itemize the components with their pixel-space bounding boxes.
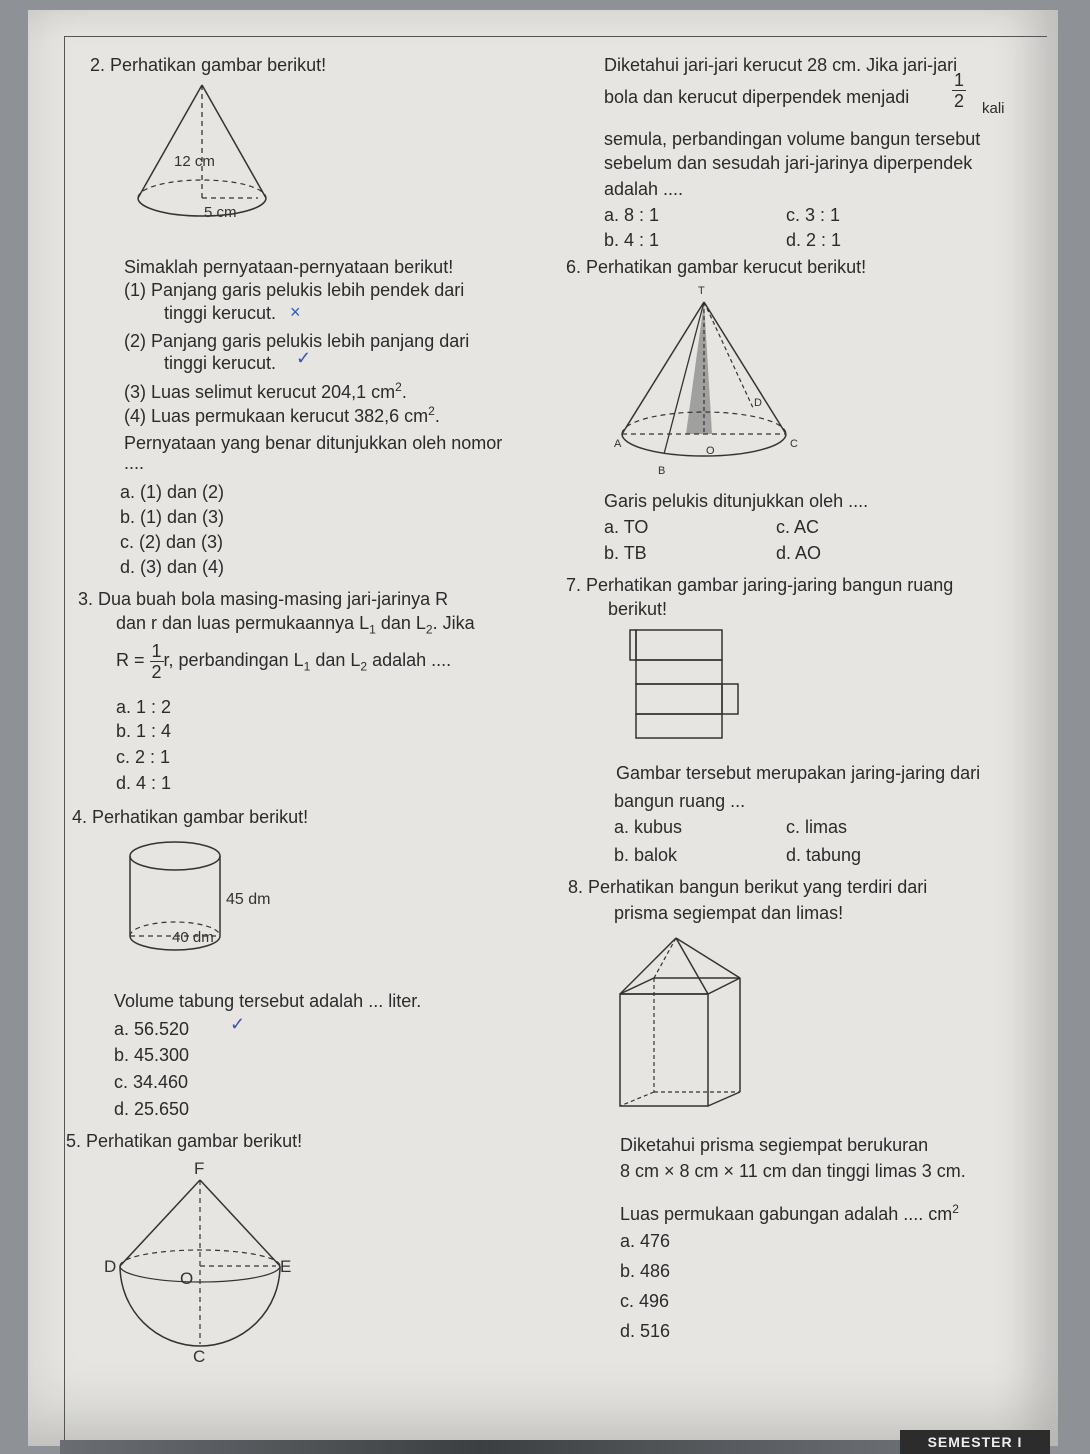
- q2-statement-2: (2) Panjang garis pelukis lebih panjang dari: [124, 331, 470, 351]
- q2-statement-1b: tinggi kerucut.: [164, 303, 277, 323]
- q7-option-d: d. tabung: [786, 845, 862, 865]
- net-side-left: [630, 630, 636, 660]
- q2-intro: Simaklah pernyataan-pernyataan berikut!: [124, 257, 454, 277]
- q6-option-d: d. AO: [776, 543, 822, 563]
- label-O: O: [180, 1269, 194, 1288]
- prism-hidden-diag: [620, 1092, 654, 1106]
- q8-line2: 8 cm × 8 cm × 11 cm dan tinggi limas 3 cm.: [620, 1161, 966, 1181]
- net-face-top: [636, 630, 722, 660]
- q4-cylinder-figure: [130, 838, 290, 978]
- q7-option-a: a. kubus: [614, 817, 683, 837]
- prism-top-face: [620, 978, 740, 994]
- q5-cone-left: [120, 1180, 200, 1266]
- q3-option-b: b. 1 : 4: [116, 721, 172, 741]
- q8-title: 8. Perhatikan bangun berikut yang terdiri dari: [568, 877, 928, 897]
- q7-net-figure: [630, 628, 750, 744]
- q2cont-kali: kali: [982, 100, 1005, 117]
- q8-line1: Diketahui prisma segiempat berukuran: [620, 1135, 929, 1155]
- label-E: E: [280, 1257, 292, 1276]
- q2cont-line5: adalah ....: [604, 179, 684, 199]
- q4-option-d: d. 25.650: [114, 1099, 190, 1119]
- bottom-strip: [60, 1440, 900, 1454]
- q5-cone-hemisphere-figure: [100, 1158, 300, 1368]
- q6-slant-TC: [704, 302, 786, 434]
- q7-option-c: c. limas: [786, 817, 848, 837]
- q2-option-a: a. (1) dan (2): [120, 482, 225, 502]
- q7-title: 7. Perhatikan gambar jaring-jaring bangun ruang: [566, 575, 954, 595]
- label-T: T: [698, 285, 705, 297]
- label-D: D: [104, 1257, 117, 1276]
- check-mark-icon: ✓: [296, 348, 312, 368]
- cylinder-height-label: 45 dm: [226, 891, 271, 908]
- pyr-edge-2: [676, 938, 708, 994]
- label-B: B: [658, 465, 666, 477]
- cone-height-label: 12 cm: [174, 153, 215, 170]
- label-F: F: [194, 1159, 205, 1178]
- q3-title: 3. Dua buah bola masing-masing jari-jarinya R: [78, 589, 449, 609]
- q8-prism-pyramid-figure: [620, 934, 750, 1114]
- q6-cone-figure: [614, 282, 814, 482]
- net-face-2: [636, 660, 722, 684]
- q8-option-a: a. 476: [620, 1231, 671, 1251]
- q3-option-d: d. 4 : 1: [116, 773, 172, 793]
- q8-option-d: d. 516: [620, 1321, 671, 1341]
- q6-base-front: [622, 434, 786, 456]
- cylinder-diameter-label: 40 dm: [172, 929, 214, 946]
- q4-option-b: b. 45.300: [114, 1045, 190, 1065]
- pyr-edge-1: [620, 938, 676, 994]
- q3-option-c: c. 2 : 1: [116, 747, 171, 767]
- q2-option-c: c. (2) dan (3): [120, 532, 224, 552]
- cone-radius-label: 5 cm: [204, 204, 237, 221]
- q7-question2: bangun ruang ...: [614, 791, 746, 811]
- q6-title: 6. Perhatikan gambar kerucut berikut!: [566, 257, 867, 277]
- semester-badge: SEMESTER I: [900, 1430, 1050, 1454]
- q2-question: Pernyataan yang benar ditunjukkan oleh nomor: [124, 433, 503, 453]
- q2cont-option-d: d. 2 : 1: [786, 230, 842, 250]
- q6-question: Garis pelukis ditunjukkan oleh ....: [604, 491, 869, 511]
- q2-cone-figure: [130, 80, 290, 230]
- q2cont-option-b: b. 4 : 1: [604, 230, 660, 250]
- label-O: O: [706, 445, 715, 457]
- q2-option-b: b. (1) dan (3): [120, 507, 225, 527]
- prism-front-face: [620, 994, 708, 1106]
- cone-base-front: [138, 198, 266, 216]
- q7-option-b: b. balok: [614, 845, 678, 865]
- cross-mark-icon: ×: [290, 302, 301, 322]
- q2-dots: ....: [124, 453, 145, 473]
- q6-option-b: b. TB: [604, 543, 647, 563]
- q2cont-line2: bola dan kerucut diperpendek menjadi: [604, 87, 910, 107]
- q8-title2: prisma segiempat dan limas!: [614, 903, 844, 923]
- q4-title: 4. Perhatikan gambar berikut!: [72, 807, 309, 827]
- label-A: A: [614, 438, 622, 450]
- q4-option-a: a. 56.520: [114, 1019, 190, 1039]
- q8-line3: Luas permukaan gabungan adalah .... $cm^2$: [620, 1202, 959, 1224]
- q6-option-a: a. TO: [604, 517, 649, 537]
- q2cont-fraction: $\frac{1}{2}$: [954, 70, 965, 111]
- cone-slant-left: [138, 85, 202, 198]
- q5-title: 5. Perhatikan gambar berikut!: [66, 1131, 303, 1151]
- q7-title2: berikut!: [608, 599, 668, 619]
- q8-option-b: b. 486: [620, 1261, 671, 1281]
- q2-statement-2b: tinggi kerucut.: [164, 353, 277, 373]
- pyr-edge-4: [654, 938, 676, 978]
- q6-option-c: c. AC: [776, 517, 820, 537]
- q3-fraction: $\frac{1}{2}$: [151, 640, 162, 682]
- net-face-4: [636, 714, 722, 738]
- q2-statement-3: (3) Luas selimut kerucut 204,1 $cm^2$.: [124, 380, 407, 402]
- pyr-edge-3: [676, 938, 740, 978]
- q2-title: 2. Perhatikan gambar berikut!: [90, 55, 327, 75]
- label-C: C: [790, 438, 798, 450]
- q2cont-option-a: a. 8 : 1: [604, 205, 660, 225]
- q5-cone-right: [200, 1180, 280, 1266]
- label-D: D: [754, 397, 762, 409]
- q4-question: Volume tabung tersebut adalah ... liter.: [114, 991, 422, 1011]
- q2cont-option-c: c. 3 : 1: [786, 205, 841, 225]
- net-side-right: [722, 684, 738, 714]
- q4-option-c: c. 34.460: [114, 1072, 189, 1092]
- q2-statement-4: (4) Luas permukaan kerucut 382,6 $cm^2$.: [124, 404, 440, 426]
- q8-option-c: c. 496: [620, 1291, 670, 1311]
- q3-line2: dan r dan luas permukaannya $L_1$ dan $L_2$. Jika: [116, 613, 475, 637]
- q3-line3: R = $\frac{1}{2}$ r, perbandingan $L_1$ dan $L_2$ adalah ....: [116, 640, 452, 682]
- check-mark-icon: ✓: [230, 1014, 246, 1034]
- q2cont-line4: sebelum dan sesudah jari-jarinya diperpendek: [604, 153, 973, 173]
- cone-slant-right: [202, 85, 266, 198]
- cylinder-top: [130, 842, 220, 870]
- net-face-3: [636, 684, 722, 714]
- q2cont-line1: Diketahui jari-jari kerucut 28 cm. Jika jari-jari: [604, 55, 958, 75]
- q2-option-d: d. (3) dan (4): [120, 557, 225, 577]
- label-C: C: [193, 1347, 206, 1366]
- prism-right-bottom: [708, 1092, 740, 1106]
- q6-slant-TD: [704, 302, 754, 410]
- q2cont-line3: semula, perbandingan volume bangun tersebut: [604, 129, 981, 149]
- q2-statement-1: (1) Panjang garis pelukis lebih pendek dari: [124, 280, 465, 300]
- q7-question1: Gambar tersebut merupakan jaring-jaring dari: [616, 763, 981, 783]
- q3-option-a: a. 1 : 2: [116, 697, 172, 717]
